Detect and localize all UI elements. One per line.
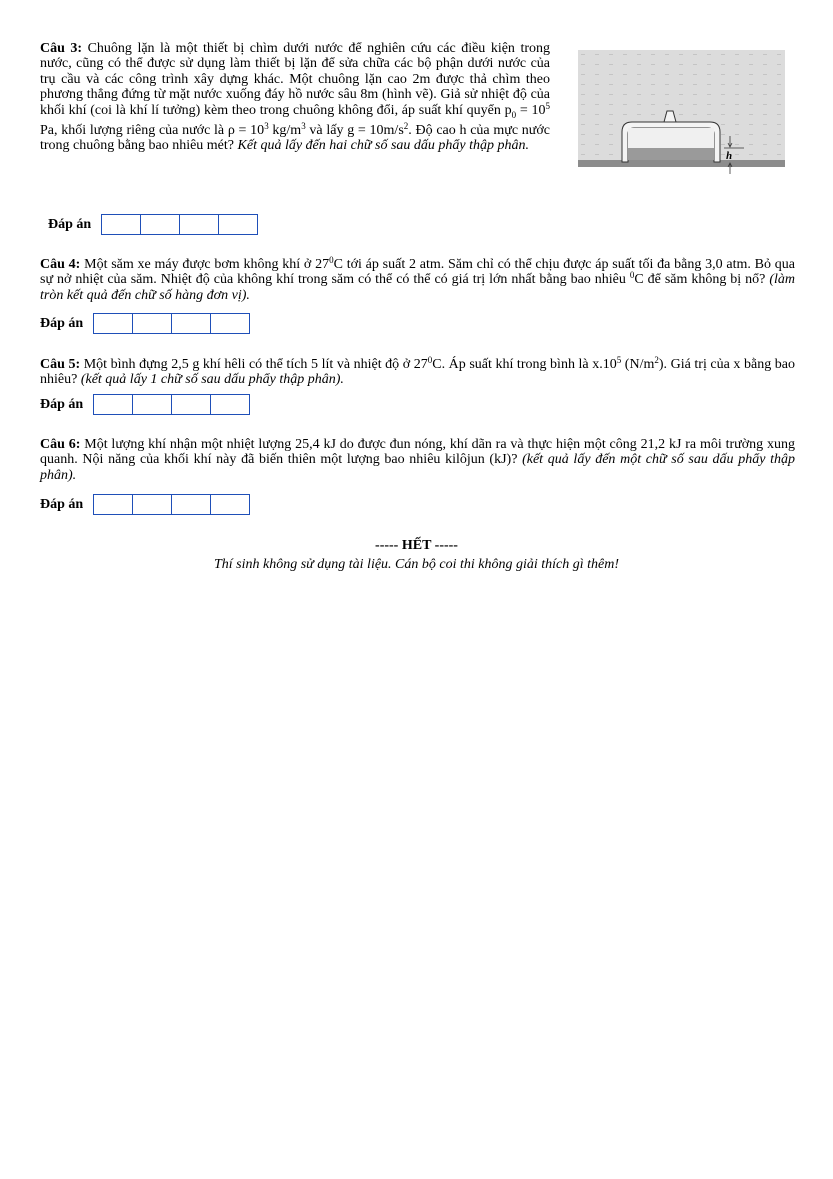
answer-box[interactable] xyxy=(94,314,133,333)
answer-box[interactable] xyxy=(133,314,172,333)
question-5 xyxy=(40,357,795,388)
exam-note: Thí sinh không sử dụng tài liệu. Cán bộ coi thi không giải thích gì thêm! xyxy=(213,557,620,572)
question-6-text: Câu 6: Một lượng khí nhận một nhiệt lượng 25,4 kJ do được đun nóng, khí dãn ra và thực hiện một công 21,2 kJ ra môi trường xung quanh. Nội năng của khối khí này đã biến thiên một lượng bao nhiêu kilôjun (kJ)? (kết quả lấy đến một chữ số sau dấu phẩy thập phân). xyxy=(40,437,795,483)
answer-row-q4 xyxy=(40,313,250,334)
answer-boxes xyxy=(93,494,250,515)
question-5-text: Câu 5: Một bình đựng 2,5 g khí hêli có thể tích 5 lít và nhiệt độ ở $27^0C$. Áp suất khí trong bình là $x.10^5$ $(N/m^2)$. Giá trị của x bằng bao nhiêu? (kết quả lấy 1 chữ số sau dấu phẩy thập phân). xyxy=(40,355,795,388)
answer-boxes xyxy=(101,214,258,235)
answer-box[interactable] xyxy=(94,395,133,414)
answer-box[interactable] xyxy=(172,395,211,414)
answer-boxes xyxy=(93,394,250,415)
question-4 xyxy=(40,257,795,303)
answer-box[interactable] xyxy=(211,495,249,514)
answer-row-q5 xyxy=(40,394,250,415)
answer-boxes xyxy=(93,313,250,334)
question-3-text: Câu 3: Chuông lặn là một thiết bị chìm dưới nước để nghiên cứu các điều kiện trong nước, cũng có thể được sử dụng làm thiết bị lặn để sửa chữa các bộ phận dưới nước của trụ cầu và các công trình xây dựng khác. Một chuông lặn cao 2m được thả chìm theo phương thẳng đứng từ mặt nước xuống đáy hồ nước sâu 8m (hình vẽ). Giả sử nhiệt độ của khối khí (coi là khí lí tưởng) kèm theo trong chuông không đổi, áp suất khí quyển $p_0 = 10^5$ Pa, khối lượng riêng của nước là $\rho = 10^3$ $kg/m^3$ và lấy $g = 10m/s^2$. Độ cao h của mực nước trong chuông bằng bao nhiêu mét? Kết quả lấy đến hai chữ số sau dấu phẩy thập phân. xyxy=(40,41,550,154)
answer-box[interactable] xyxy=(180,215,219,234)
answer-box[interactable] xyxy=(133,395,172,414)
answer-box[interactable] xyxy=(102,215,141,234)
answer-box[interactable] xyxy=(94,495,133,514)
question-3-label: Câu 3: xyxy=(40,41,83,56)
figure-h-label: h xyxy=(726,150,733,162)
question-6 xyxy=(40,437,795,483)
answer-box[interactable] xyxy=(172,495,211,514)
diving-bell-figure xyxy=(578,50,785,184)
question-4-text: Câu 4: Một săm xe máy được bơm không khí ở $27^0C$ tới áp suất 2 atm. Săm chỉ có thể chịu được áp suất tối đa bằng 3,0 atm. Bỏ qua sự nở nhiệt của săm. Nhiệt độ của không khí trong săm có thể có thể có giá trị lớn nhất bằng bao nhiêu $^0$C để săm không bị nổ? (làm tròn kết quả đến chữ số hàng đơn vị). xyxy=(40,255,796,303)
answer-box[interactable] xyxy=(141,215,180,234)
answer-label: Đáp án xyxy=(40,396,84,412)
answer-box[interactable] xyxy=(211,314,249,333)
answer-label: Đáp án xyxy=(48,216,92,232)
answer-box[interactable] xyxy=(172,314,211,333)
answer-box[interactable] xyxy=(133,495,172,514)
answer-row-q6 xyxy=(40,494,250,515)
answer-label: Đáp án xyxy=(40,496,84,512)
answer-label: Đáp án xyxy=(40,315,84,331)
answer-box[interactable] xyxy=(219,215,257,234)
end-marker: ----- HẾT ----- xyxy=(375,538,458,553)
answer-box[interactable] xyxy=(211,395,249,414)
answer-row-q3 xyxy=(48,214,258,235)
question-3 xyxy=(40,41,550,154)
